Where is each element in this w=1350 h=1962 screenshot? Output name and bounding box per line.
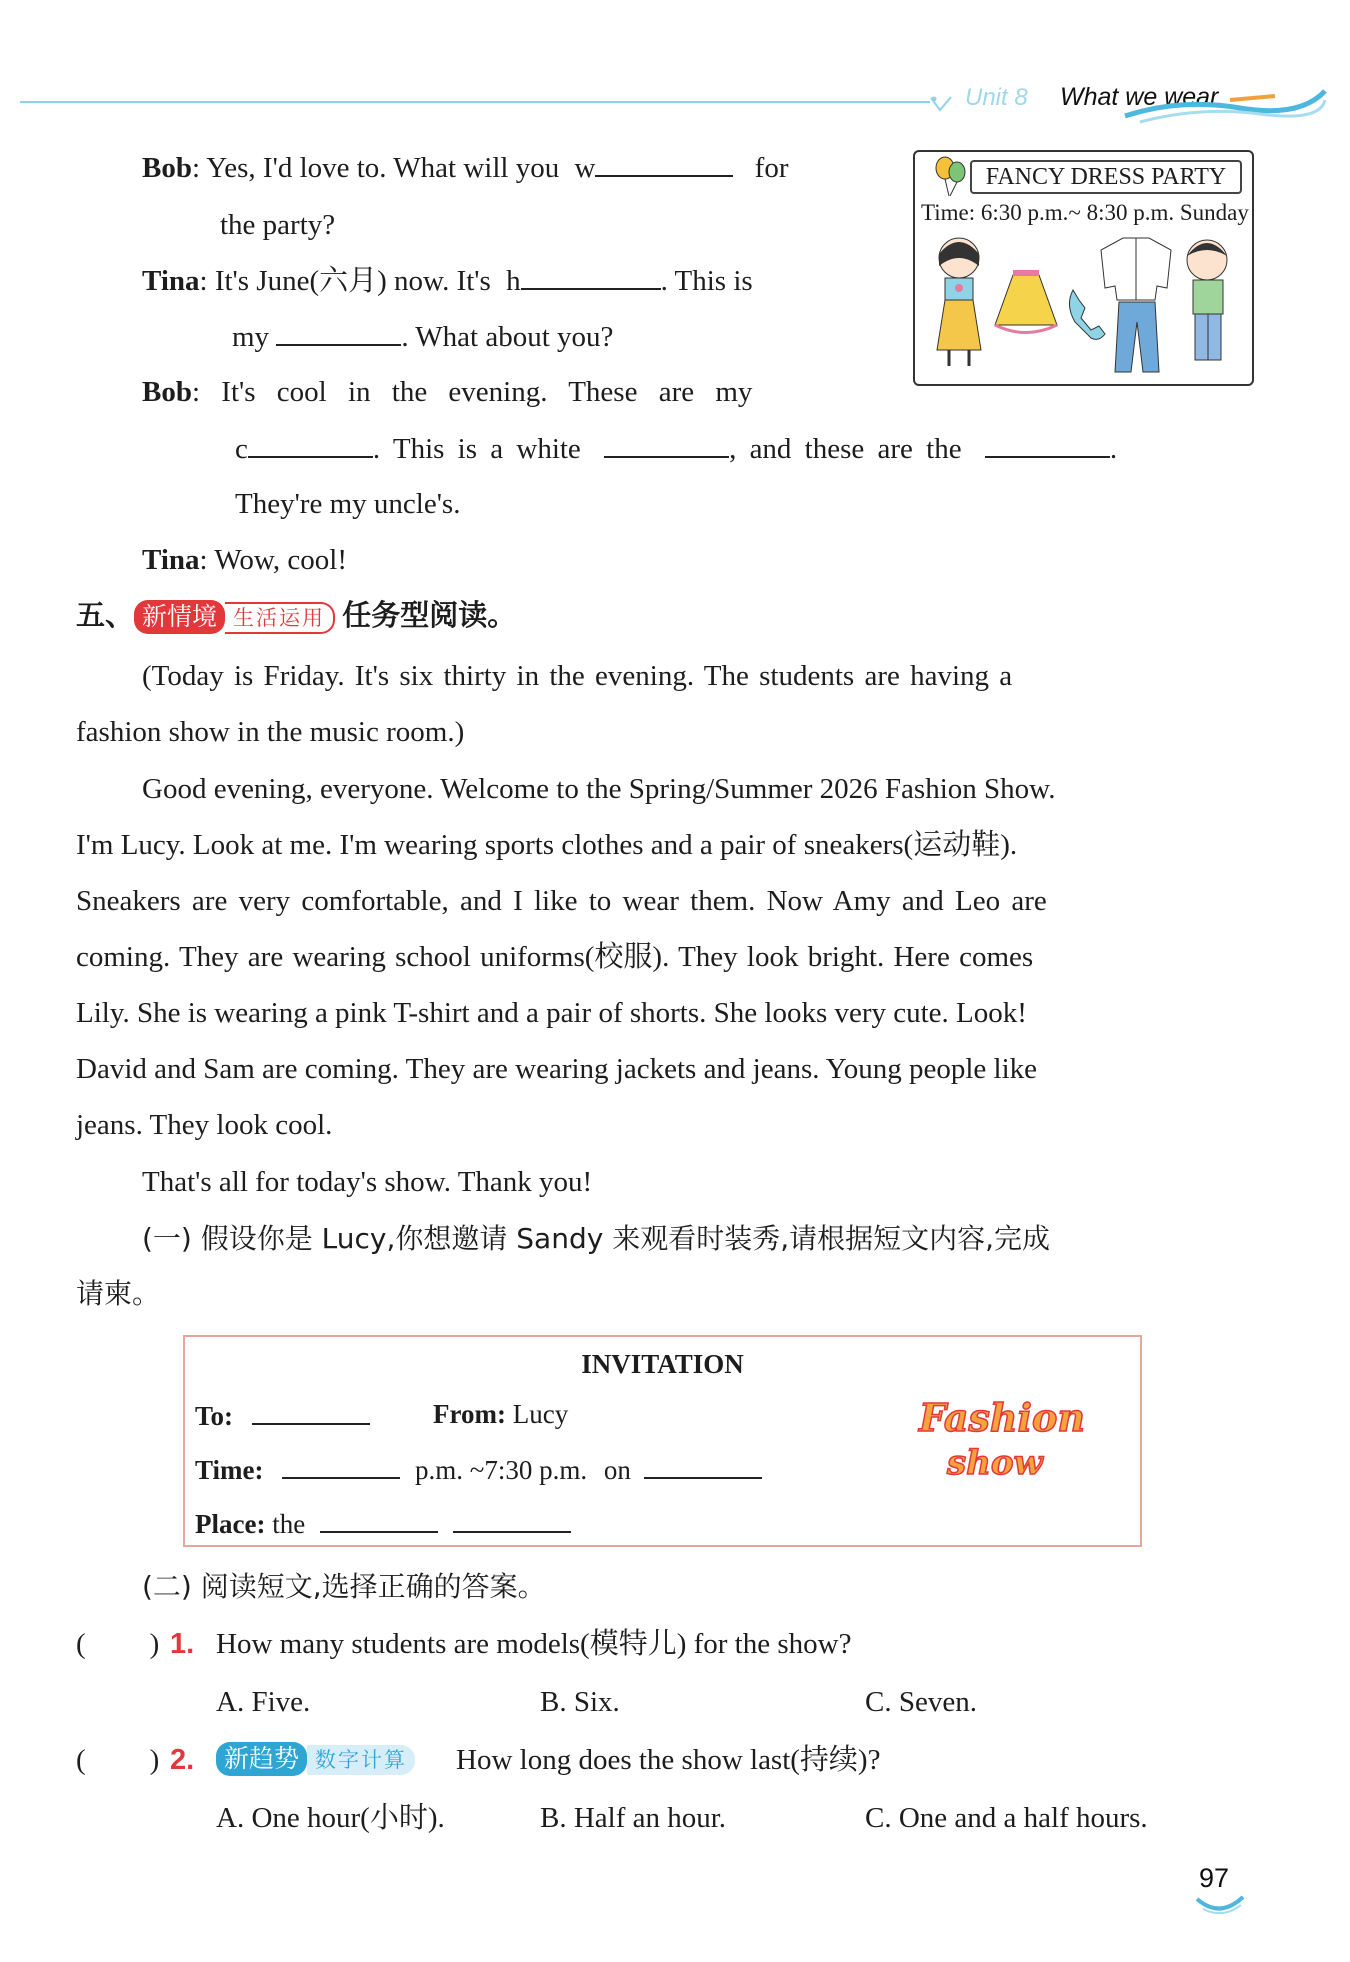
dialogue-text: . This is a white [372,433,581,465]
dialogue-line-tina-1b [232,322,613,352]
party-title: FANCY DRESS PARTY [970,160,1242,194]
page-number-swoosh-icon [1195,1893,1245,1917]
passage-line: I'm Lucy. Look at me. I'm wearing sports clothes and a pair of sneakers(运动鞋). [76,829,1018,861]
passage-line: Good evening, everyone. Welcome to the Spring/Summer 2026 Fashion Show. [142,773,1056,805]
dialogue-text: for [754,152,789,184]
q1-option-b[interactable]: B. Six. [540,1686,620,1718]
passage-line: That's all for today's show. Thank you! [142,1166,593,1198]
place-the: the [272,1509,306,1539]
answer-blank[interactable] [604,434,729,458]
dialogue-line-bob-2b [235,434,1117,464]
invitation-from-row [433,1401,568,1428]
section-heading [76,600,516,634]
q1-option-a[interactable]: A. Five. [216,1686,311,1718]
dialogue-text: . What about you? [401,321,614,353]
place-label: Place: [195,1509,266,1539]
fashion-show-logo: Fashion [919,1395,1085,1440]
passage-line: fashion show in the music room.) [76,716,465,748]
tag-new-situation: 新情境 [134,600,225,634]
blank-hint: w [574,152,596,184]
task2-instruction: (二) 阅读短文,选择正确的答案。 [142,1570,546,1603]
balloon-icon [933,156,969,198]
time-blank[interactable] [282,1455,400,1479]
q2-option-b[interactable]: B. Half an hour. [540,1802,727,1834]
speaker-tina: Tina [142,265,200,297]
from-value: Lucy [512,1399,569,1429]
q1-option-c[interactable]: C. Seven. [865,1686,977,1718]
passage-line: Lily. She is wearing a pink T-shirt and a pair of shorts. She looks very cute. Look! [76,997,1027,1029]
header-rule [20,101,930,103]
dialogue-line-tina-1: Tina: It's June(六月) now. It's h . This is [142,265,753,297]
section-number: 五、 [76,598,135,632]
invitation-place-row [195,1509,571,1538]
passage-line: David and Sam are coming. They are wearing jackets and jeans. Young people like [76,1053,1038,1085]
dialogue-text: the party? [220,209,336,241]
blank-hint: c [235,433,248,465]
passage-line: (Today is Friday. It's six thirty in the evening. The students are having a [142,660,1013,692]
q1-answer-paren[interactable]: ( ) [76,1628,160,1660]
passage-line: jeans. They look cool. [76,1109,333,1141]
answer-blank[interactable] [248,434,373,458]
tag-math: 数字计算 [307,1745,415,1775]
fashion-show-logo: show [947,1443,1043,1483]
answer-blank[interactable] [276,322,401,346]
checkmark-icon [930,96,952,112]
dialogue-line-bob-2: Bob: It's cool in the evening. These are my [142,376,753,408]
to-label: To: [195,1401,234,1431]
answer-blank[interactable] [595,153,733,177]
time-text: p.m. ~7:30 p.m. [415,1455,588,1485]
task1-instruction: 请柬。 [76,1277,161,1310]
place-blank[interactable] [453,1509,571,1533]
q2-answer-paren[interactable]: ( ) [76,1744,160,1776]
dialogue-text: . This is [660,265,753,297]
answer-blank[interactable] [521,266,661,290]
section-title: 任务型阅读。 [342,598,517,632]
answer-blank[interactable] [985,434,1110,458]
wave-decoration-icon [1120,86,1330,126]
invitation-title: INVITATION [581,1349,744,1379]
clothes-illustration-icon [923,230,1243,378]
q1-number: 1. [170,1628,195,1660]
unit-title: What we wear [1060,83,1219,111]
q2-tags [216,1742,415,1776]
dialogue-text: , and these are the [729,433,962,465]
unit-label: Unit 8 [965,84,1028,111]
dialogue-text: my [232,321,270,353]
invitation-to-row [195,1401,370,1430]
dialogue-text: It's cool in the evening. These are my [221,376,753,408]
day-blank[interactable] [644,1455,762,1479]
dialogue-text: . [1109,433,1118,465]
q1-text: How many students are models(模特儿) for the show? [216,1628,852,1660]
q2-number: 2. [170,1744,195,1776]
dialogue-text: It's June(六月) now. It's [214,265,491,297]
dialogue-line-tina-2: Tina: Wow, cool! [142,544,348,576]
q2-text: How long does the show last(持续)? [456,1744,881,1776]
blank-hint: h [506,265,521,297]
tag-life-application: 生活运用 [225,602,335,634]
invitation-time-row [195,1455,762,1484]
party-time: Time: 6:30 p.m.~ 8:30 p.m. Sunday [921,200,1249,225]
passage-line: Sneakers are very comfortable, and I like to wear them. Now Amy and Leo are [76,885,1047,917]
time-on: on [603,1455,631,1485]
q2-option-a[interactable]: A. One hour(小时). [216,1802,445,1834]
invitation-card [183,1335,1142,1547]
q2-option-c[interactable]: C. One and a half hours. [865,1802,1148,1834]
page-number: 97 [1199,1863,1230,1893]
passage-line: coming. They are wearing school uniforms(校服). They look bright. Here comes [76,941,1034,973]
to-blank[interactable] [252,1401,370,1425]
time-label: Time: [195,1455,264,1485]
from-label: From: [433,1399,506,1429]
dialogue-text: Wow, cool! [214,544,348,576]
tag-new-trend: 新趋势 [216,1742,307,1776]
dialogue-text: Yes, I'd love to. What will you [206,152,560,184]
speaker-bob: Bob [142,376,192,408]
party-card [913,150,1254,386]
dialogue-text: They're my uncle's. [235,488,461,520]
speaker-tina: Tina [142,544,200,576]
dialogue-line-bob-1: Bob: Yes, I'd love to. What will you w for [142,152,789,184]
place-blank[interactable] [320,1509,438,1533]
task1-instruction: (一) 假设你是 Lucy,你想邀请 Sandy 来观看时装秀,请根据短文内容,完成 [142,1222,1050,1255]
speaker-bob: Bob [142,152,192,184]
